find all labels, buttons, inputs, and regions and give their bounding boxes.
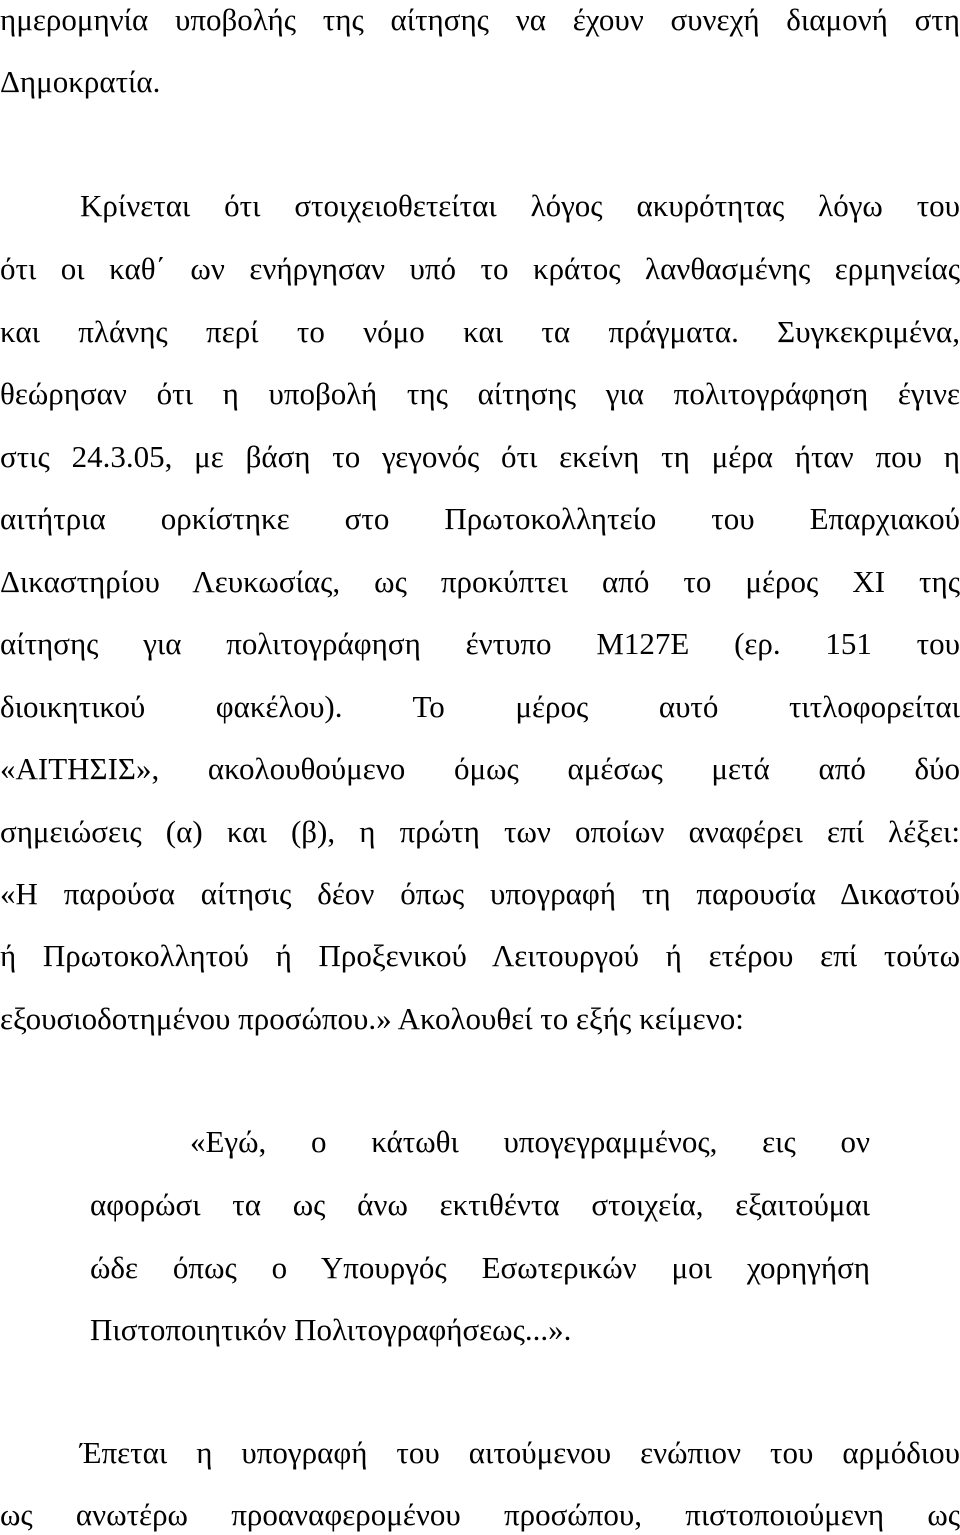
quote-line: ώδε όπως ο Υπουργός Εσωτερικών μοι χορηγήση xyxy=(90,1250,870,1285)
text-line: Δικαστηρίου Λευκωσίας, ως προκύπτει από το μέρος XI της xyxy=(0,564,960,599)
text-line: αίτησης για πολιτογράφηση έντυπο Μ127Ε (ερ. 151 του xyxy=(0,626,960,661)
text-line: ημερομηνία υποβολής της αίτησης να έχουν συνεχή διαμονή στη xyxy=(0,2,960,37)
text-line: ότι οι καθ΄ ων ενήργησαν υπό το κράτος λανθασμένης ερμηνείας xyxy=(0,251,960,286)
text-line: εξουσιοδοτημένου προσώπου.» Ακολουθεί το εξής κείμενο: xyxy=(0,1001,744,1036)
text-line: ή Πρωτοκολλητού ή Προξενικού Λειτουργού ή ετέρου επί τούτω xyxy=(0,938,960,973)
text-line: και πλάνης περί το νόμο και τα πράγματα. Συγκεκριμένα, xyxy=(0,314,960,349)
text-line: Κρίνεται ότι στοιχειοθετείται λόγος ακυρότητας λόγω του xyxy=(80,188,960,223)
quote-line: αφορώσι τα ως άνω εκτιθέντα στοιχεία, εξαιτούμαι xyxy=(90,1187,870,1222)
text-line: διοικητικού φακέλου). Το μέρος αυτό τιτλοφορείται xyxy=(0,689,960,724)
text-line: στις 24.3.05, με βάση το γεγονός ότι εκείνη τη μέρα ήταν που η xyxy=(0,439,960,474)
quote-line: «Εγώ, ο κάτωθι υπογεγραμμένος, εις ον xyxy=(190,1124,870,1159)
text-line: θεώρησαν ότι η υποβολή της αίτησης για πολιτογράφηση έγινε xyxy=(0,376,960,411)
text-line: ως ανωτέρω προαναφερομένου προσώπου, πιστοποιούμενη ως xyxy=(0,1497,960,1532)
text-line: Δημοκρατία. xyxy=(0,64,161,99)
text-line: «Η παρούσα αίτησις δέον όπως υπογραφή τη παρουσία Δικαστού xyxy=(0,876,960,911)
text-line: σημειώσεις (α) και (β), η πρώτη των οποίων αναφέρει επί λέξει: xyxy=(0,814,960,849)
text-line: αιτήτρια ορκίστηκε στο Πρωτοκολλητείο του Επαρχιακού xyxy=(0,501,960,536)
text-line: Έπεται η υπογραφή του αιτούμενου ενώπιον του αρμόδιου xyxy=(80,1435,960,1470)
text-line: «ΑΙΤΗΣΙΣ», ακολουθούμενο όμως αμέσως μετά από δύο xyxy=(0,751,960,786)
quote-line: Πιστοποιητικόν Πολιτογραφήσεως...». xyxy=(90,1312,572,1347)
